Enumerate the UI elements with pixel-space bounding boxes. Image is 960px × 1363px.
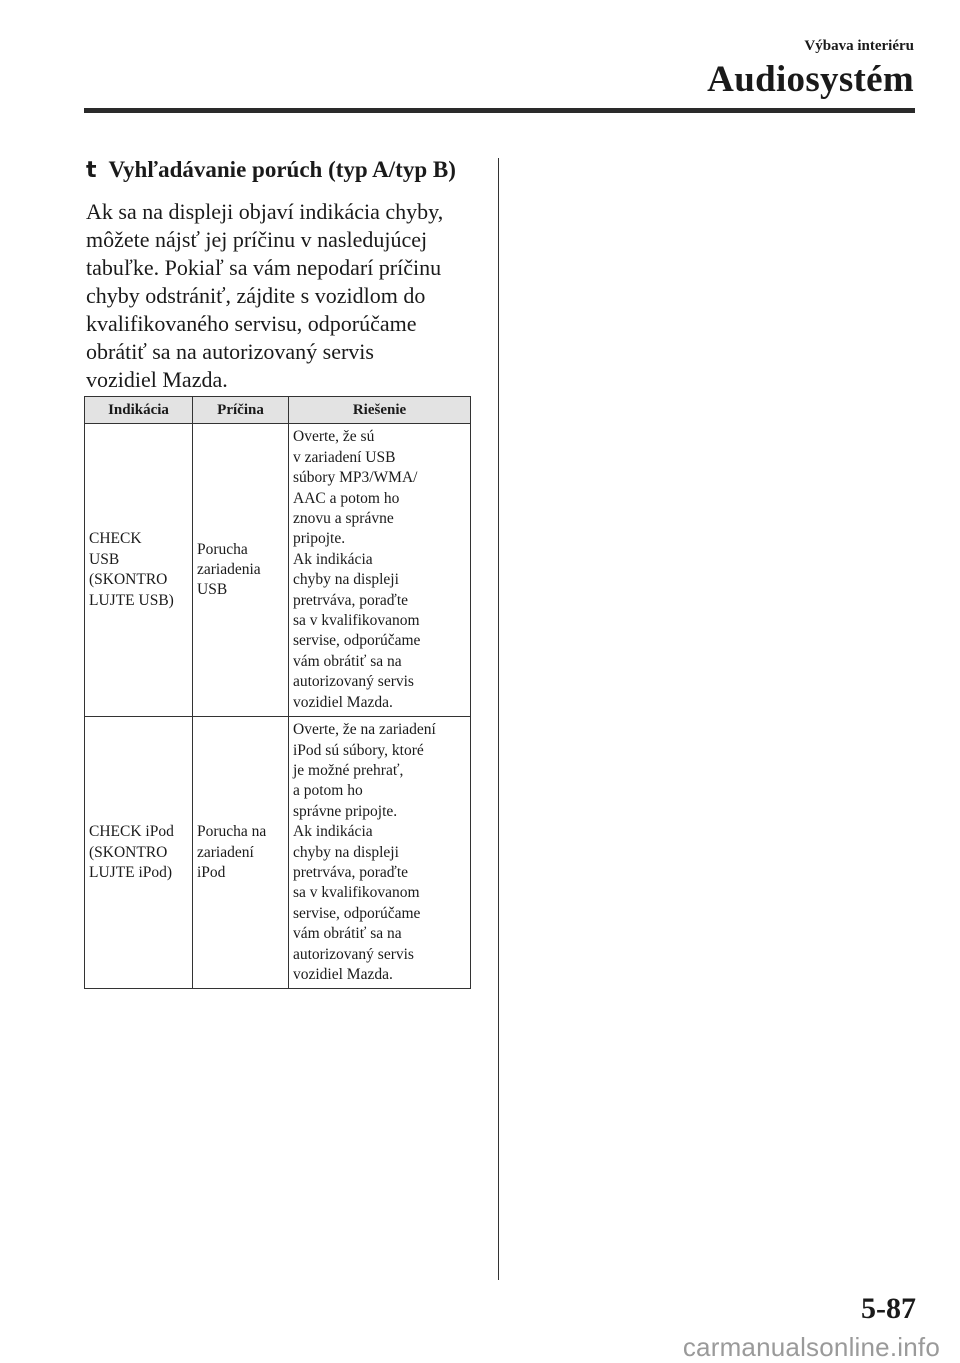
cell-line: Ak indikácia [293, 550, 373, 568]
cell-line: CHECK iPod [89, 823, 174, 841]
cell-line: znovu a správne [293, 510, 394, 528]
cell-line: zariadenia [197, 561, 261, 579]
cell-line: LUJTE iPod) [89, 863, 173, 881]
cell-line: (SKONTRO [89, 571, 168, 589]
page-number: 5-87 [861, 1292, 916, 1325]
running-header-title: Audiosystém [707, 59, 914, 100]
cell-line: chyby na displeji [293, 843, 399, 861]
table-header-row [85, 397, 471, 424]
cell-line: vozidiel Mazda. [293, 965, 393, 983]
cell-line: pretrváva, poraďte [293, 863, 409, 881]
cell-line: (SKONTRO [89, 843, 168, 861]
cell-line: a potom ho [293, 782, 363, 800]
intro-line: Ak sa na displeji objaví indikácia chyby, [86, 199, 444, 224]
troubleshooting-table [84, 396, 471, 989]
watermark: carmanualsonline.info [682, 1332, 940, 1362]
cell-line: Porucha [197, 540, 248, 558]
header-solution: Riešenie [289, 397, 471, 424]
cell-line: autorizovaný servis [293, 945, 414, 963]
cell-line: USB [197, 581, 228, 599]
cell-line: pripojte. [293, 530, 346, 548]
cell-line: USB [89, 550, 120, 568]
cell-line: vám obrátiť sa na [293, 925, 402, 943]
cell-cause [193, 717, 289, 989]
table-row [85, 717, 471, 989]
cell-line: vám obrátiť sa na [293, 652, 402, 670]
cell-line: autorizovaný servis [293, 673, 414, 691]
cell-line: v zariadení USB [293, 448, 396, 466]
cell-line: správne pripojte. [293, 802, 398, 820]
intro-line: môžete nájsť jej príčinu v nasledujúcej [86, 227, 428, 252]
cell-line: iPod [197, 863, 226, 881]
cell-line: je možné prehrať, [293, 761, 404, 779]
heading-bullet-icon: t [86, 158, 97, 183]
heading-text: Vyhľadávanie porúch (typ A/typ B) [108, 157, 456, 182]
cell-line: servise, odporúčame [293, 632, 421, 650]
cell-line: zariadení [197, 843, 254, 861]
intro-line: kvalifikovaného servisu, odporúčame [86, 311, 417, 336]
cell-indication [85, 424, 193, 717]
cell-line: súbory MP3/WMA/ [293, 469, 418, 487]
cell-line: Overte, že na zariadení [293, 721, 436, 739]
cell-line: Porucha na [197, 823, 267, 841]
intro-line: obrátiť sa na autorizovaný servis [86, 339, 374, 364]
cell-line: sa v kvalifikovanom [293, 612, 420, 630]
cell-line: Overte, že sú [293, 428, 375, 446]
cell-solution [289, 717, 471, 989]
header-indication: Indikácia [85, 397, 193, 424]
column-divider [498, 158, 499, 1280]
cell-cause [193, 424, 289, 717]
cell-line: Ak indikácia [293, 823, 373, 841]
cell-line: CHECK [89, 530, 142, 548]
cell-line: sa v kvalifikovanom [293, 884, 420, 902]
intro-line: vozidiel Mazda. [86, 367, 228, 392]
cell-line: LUJTE USB) [89, 591, 174, 609]
section-heading [86, 157, 486, 183]
cell-line: vozidiel Mazda. [293, 693, 393, 711]
header-cause: Príčina [193, 397, 289, 424]
cell-line: pretrváva, poraďte [293, 591, 409, 609]
intro-line: tabuľke. Pokiaľ sa vám nepodarí príčinu [86, 255, 442, 280]
cell-line: AAC a potom ho [293, 489, 400, 507]
running-header-section: Výbava interiéru [804, 38, 914, 54]
cell-indication [85, 717, 193, 989]
intro-paragraph [86, 198, 476, 394]
table-row [85, 424, 471, 717]
cell-line: iPod sú súbory, ktoré [293, 741, 424, 759]
intro-line: chyby odstrániť, zájdite s vozidlom do [86, 283, 426, 308]
header-rule [84, 108, 915, 113]
cell-line: chyby na displeji [293, 571, 399, 589]
cell-solution [289, 424, 471, 717]
cell-line: servise, odporúčame [293, 904, 421, 922]
